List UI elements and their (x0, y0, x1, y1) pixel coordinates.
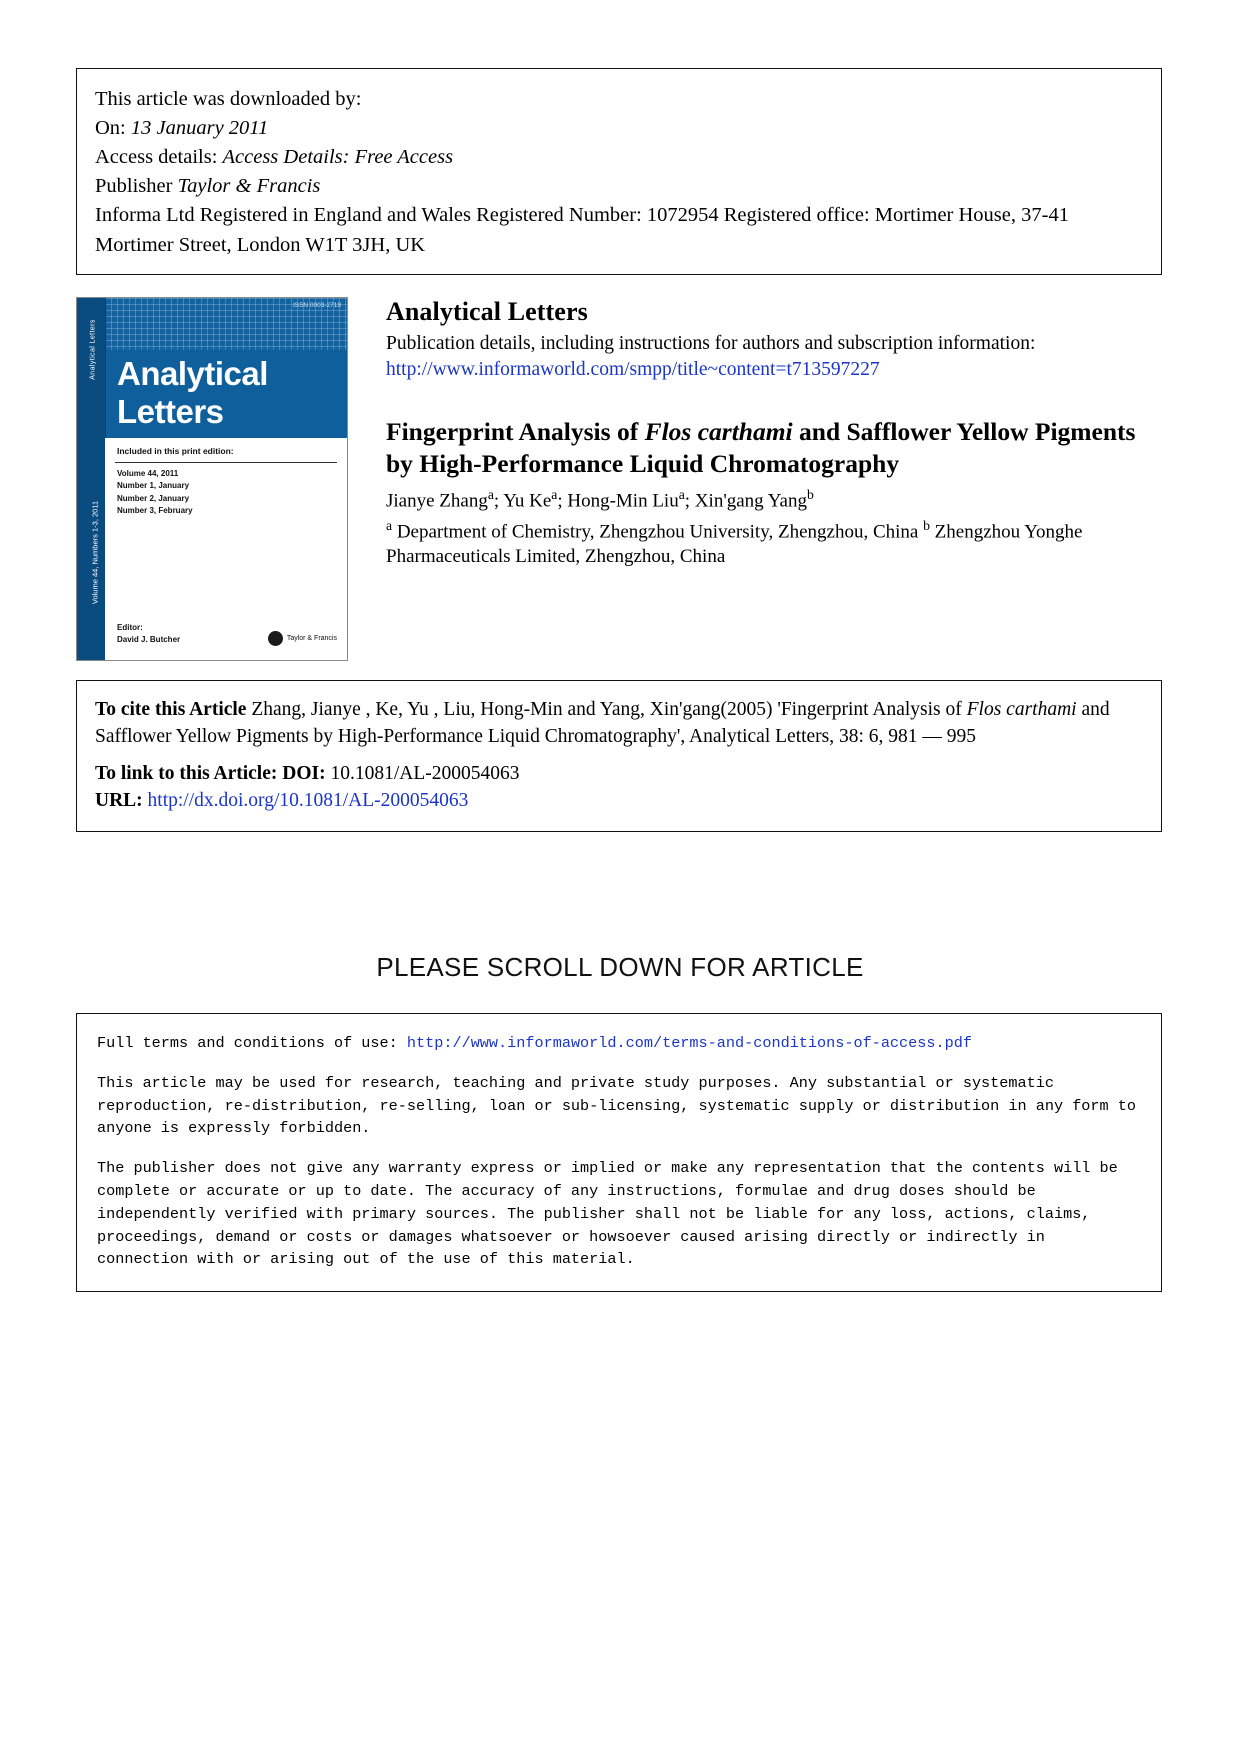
full-terms-line (97, 1032, 1141, 1055)
cover-spine-volume: Volume 44, Numbers 1-3, 2011 (90, 500, 100, 605)
article-title-part2: and Safflower Yellow Pigments by High-Performance Liquid Chromatography (386, 416, 1136, 478)
full-terms-label: Full terms and conditions of use: (97, 1034, 398, 1052)
cover-divider (115, 462, 337, 463)
cover-issue-3: Number 3, February (117, 506, 193, 516)
terms-and-conditions-box (76, 1013, 1162, 1292)
article-title-part1: Fingerprint Analysis of (386, 416, 645, 446)
cover-top-right-text: ISSN 0003-2719 (292, 302, 341, 309)
cover-issue-2: Number 2, January (117, 493, 190, 503)
cover-editor-label: Editor: (117, 623, 143, 632)
journal-title: Analytical Letters (386, 297, 588, 326)
article-title-italic: Flos carthami (644, 416, 793, 446)
access-details-value: Access Details: Free Access (222, 146, 454, 169)
to-cite-line (95, 697, 1143, 751)
citation-text: Zhang, Jianye , Ke, Yu , Liu, Hong-Min and Yang, Xin'gang(2005) 'Fingerprint Analysis of Flos carthami and Safflower Yellow Pigments by High-Performance Liquid Chromatography', Analytical Letters, 38: 6, 981 — 995 (95, 699, 1110, 747)
cover-editor-block (117, 622, 180, 646)
registered-info: Informa Ltd Registered in England and Wales Registered Number: 1072954 Registered office: Mortimer House, 37-41 Mortimer Street, London W1T 3JH, UK (95, 204, 1069, 256)
cover-editor-name: David J. Butcher (117, 635, 181, 644)
downloaded-by-line (95, 85, 1143, 114)
publisher-line (95, 172, 1143, 201)
downloaded-by-label: This article was downloaded by: (95, 88, 362, 110)
download-info-box (76, 68, 1162, 275)
cover-title-line2: Letters (117, 393, 224, 430)
doi-value: 10.1081/AL-200054063 (330, 762, 520, 784)
journal-url-line (386, 357, 1162, 383)
url-label: URL: (95, 789, 143, 811)
scroll-down-notice: PLEASE SCROLL DOWN FOR ARTICLE (376, 952, 864, 982)
doi-line (95, 761, 1143, 788)
cover-spine-title: Analytical Letters (89, 319, 97, 380)
journal-publication-details: Publication details, including instructions for authors and subscription information: (386, 333, 1036, 354)
logo-mark-icon (268, 631, 283, 646)
journal-info (386, 297, 1162, 569)
access-details-label: Access details: (95, 146, 218, 169)
access-details-line (95, 143, 1143, 172)
to-cite-label: To cite this Article (95, 699, 247, 720)
cover-issue-1: Number 1, January (117, 481, 190, 491)
on-label: On: (95, 117, 126, 140)
publisher-value: Taylor & Francis (177, 175, 321, 198)
cover-volume-line: Volume 44, 2011 (117, 469, 179, 478)
article-url-link[interactable]: http://dx.doi.org/10.1081/AL-200054063 (147, 789, 469, 811)
terms-paragraph-1: This article may be used for research, teaching and private study purposes. Any substantial or systematic reproduction, re-distribution, re-selling, loan or sub-licensing, systematic supply or distribution in any form to anyone is expressly forbidden. (97, 1073, 1136, 1138)
publisher-label: Publisher (95, 175, 173, 198)
taylor-francis-logo (268, 631, 337, 646)
on-value: 13 January 2011 (130, 117, 269, 140)
article-title (386, 416, 1162, 480)
article-authors: Jianye Zhang$^a$; Yu Ke$^a$; Hong-Min Liu$^a$; Xin'gang Yang$^b$ (386, 486, 814, 512)
journal-cover-image (76, 297, 348, 661)
citation-box (76, 680, 1162, 832)
article-affiliations: $^a$ Department of Chemistry, Zhengzhou University, Zhengzhou, China $^b$ Zhengzhou Yonghe Pharmaceuticals Limited, Zhengzhou, China (386, 517, 1083, 568)
full-terms-link[interactable]: http://www.informaworld.com/terms-and-conditions-of-access.pdf (406, 1034, 972, 1052)
journal-url-link[interactable]: http://www.informaworld.com/smpp/title~content=t713597227 (386, 359, 880, 381)
cover-included-label: Included in this print edition: (117, 446, 234, 456)
cover-title-line1: Analytical (117, 355, 268, 392)
terms-paragraph-2: The publisher does not give any warranty express or implied or make any representation that the contents will be complete or accurate or up to date. The accuracy of any instructions, formulae and drug doses should be independently verified with primary sources. The publisher shall not be liable for any loss, actions, claims, proceedings, demand or costs or damages whatsoever or howsoever caused arising directly or indirectly in connection with or arising out of the use of this material. (97, 1159, 1118, 1269)
cover-white-panel (105, 438, 347, 660)
url-line (95, 788, 1143, 815)
cover-volume-list (117, 468, 193, 518)
doi-label: To link to this Article: DOI: (95, 762, 326, 784)
on-line (95, 114, 1143, 143)
logo-text: Taylor & Francis (286, 635, 337, 642)
